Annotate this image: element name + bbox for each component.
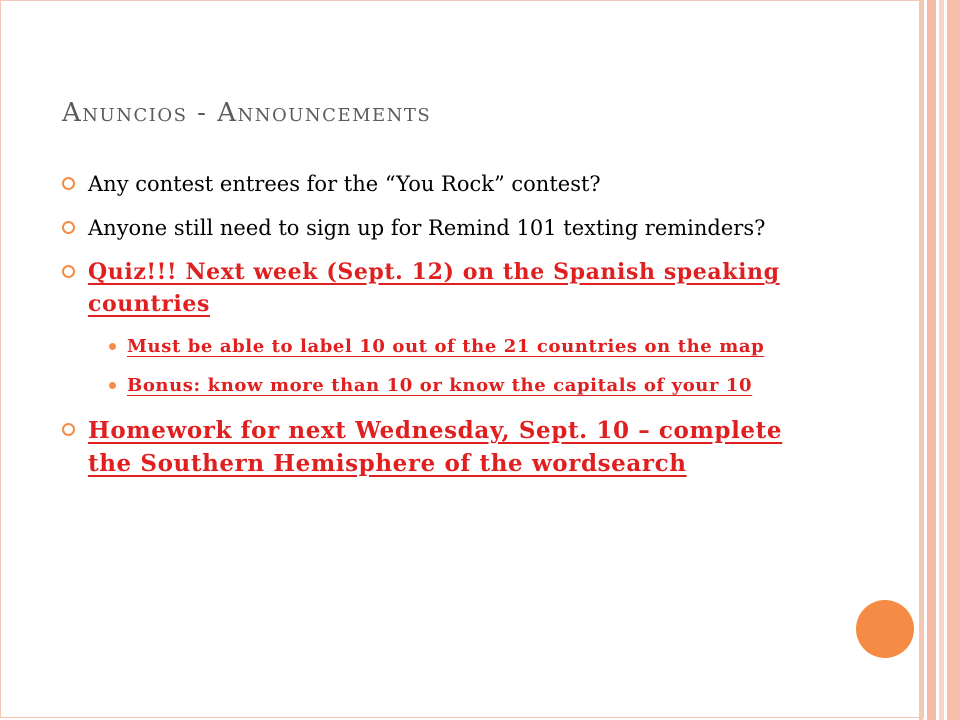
bullet-item xyxy=(62,168,822,200)
sub-bullet-item xyxy=(62,332,822,361)
bullet-ring-icon xyxy=(62,423,75,436)
slide-title: Anuncios - Announcements xyxy=(62,98,432,128)
decor-stripe xyxy=(927,0,936,720)
sub-bullet-text: Bonus: know more than 10 or know the capitals of your 10 xyxy=(127,375,753,396)
bullet-text: Anyone still need to sign up for Remind 101 texting reminders? xyxy=(88,216,766,240)
bullet-ring-icon xyxy=(62,265,75,278)
homework-notice: Homework for next Wednesday, Sept. 10 – complete the Southern Hemisphere of the wordsearch xyxy=(88,417,783,477)
quiz-notice: Quiz!!! Next week (Sept. 12) on the Spanish speaking countries xyxy=(88,259,780,317)
bullet-item xyxy=(62,414,822,480)
decor-stripe xyxy=(947,0,960,720)
decor-stripe xyxy=(919,0,923,720)
bullet-item xyxy=(62,212,822,244)
bullet-dot-icon xyxy=(109,343,116,350)
bullet-list xyxy=(62,168,822,480)
bullet-item xyxy=(62,256,822,320)
bullet-ring-icon xyxy=(62,177,75,190)
decor-circle xyxy=(856,600,914,658)
bullet-dot-icon xyxy=(109,382,116,389)
bullet-text: Any contest entrees for the “You Rock” contest? xyxy=(88,172,601,196)
sub-bullet-item xyxy=(62,371,822,400)
decor-stripe xyxy=(939,0,944,720)
sub-bullet-text: Must be able to label 10 out of the 21 countries on the map xyxy=(127,336,765,357)
bullet-ring-icon xyxy=(62,221,75,234)
